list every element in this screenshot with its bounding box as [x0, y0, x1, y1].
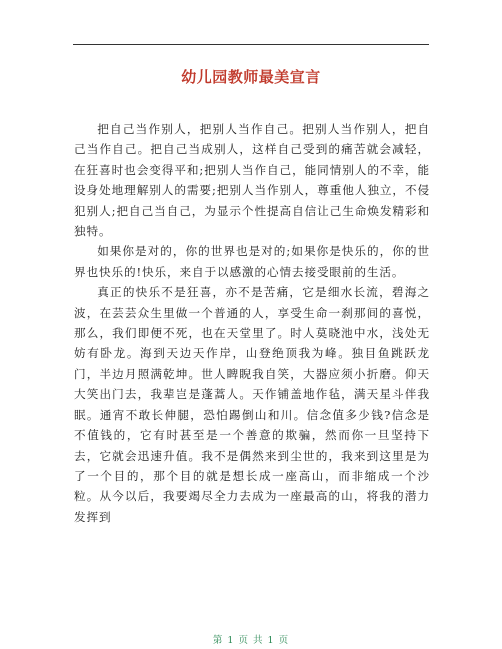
paragraph-3: 真正的快乐不是狂喜，亦不是苦痛，它是细水长流，碧海之波，在芸芸众生里做一个普通的人，享受生命一刹那间的喜悦，那么，我们即便不死，也在天堂里了。时人莫晓池中水，浅处无妨有卧龙。海到天边天作岸，山登绝顶我为峰。独目鱼跳跃龙门，半边月照满乾坤。世人睥睨我自笑，大器应须小折磨。仰天大笑出门去，我辈岂是蓬蒿人。天作铺盖地作毡，满天星斗伴我眠。通宵不敢长伸腿，恐怕踢倒山和川。信念值多少钱?信念是不值钱的，它有时甚至是一个善意的欺骗，然而你一旦坚持下去，它就会迅速升值。我不是偶然来到尘世的，我来到这里是为了一个目的，那个目的就是想长成一座高山，而非缩成一个沙粒。从今以后，我要竭尽全力去成为一座最高的山，将我的潜力发挥到	[74, 285, 430, 524]
paragraph-2: 如果你是对的，你的世界也是对的;如果你是快乐的，你的世界也快乐的!快乐，来自于以感激的心情去接受眼前的生活。	[74, 244, 430, 279]
header-rule	[73, 44, 429, 45]
paragraph-1: 把自己当作别人，把别人当作自己。把别人当作别人，把自己当作自己。把自己当成别人，这样自己受到的痛苦就会减轻，在狂喜时也会变得平和;把别人当作自己，能同情别人的不幸，能设身处地理解别人的需要;把别人当作别人，尊重他人独立，不侵犯别人;把自己当自己，为显示个性提高自信让己生命焕发精彩和独特。	[74, 122, 430, 239]
document-body	[74, 119, 430, 527]
document-title: 幼儿园教师最美宣言	[181, 68, 321, 86]
page-number-footer: 第 1 页 共 1 页	[212, 635, 290, 646]
